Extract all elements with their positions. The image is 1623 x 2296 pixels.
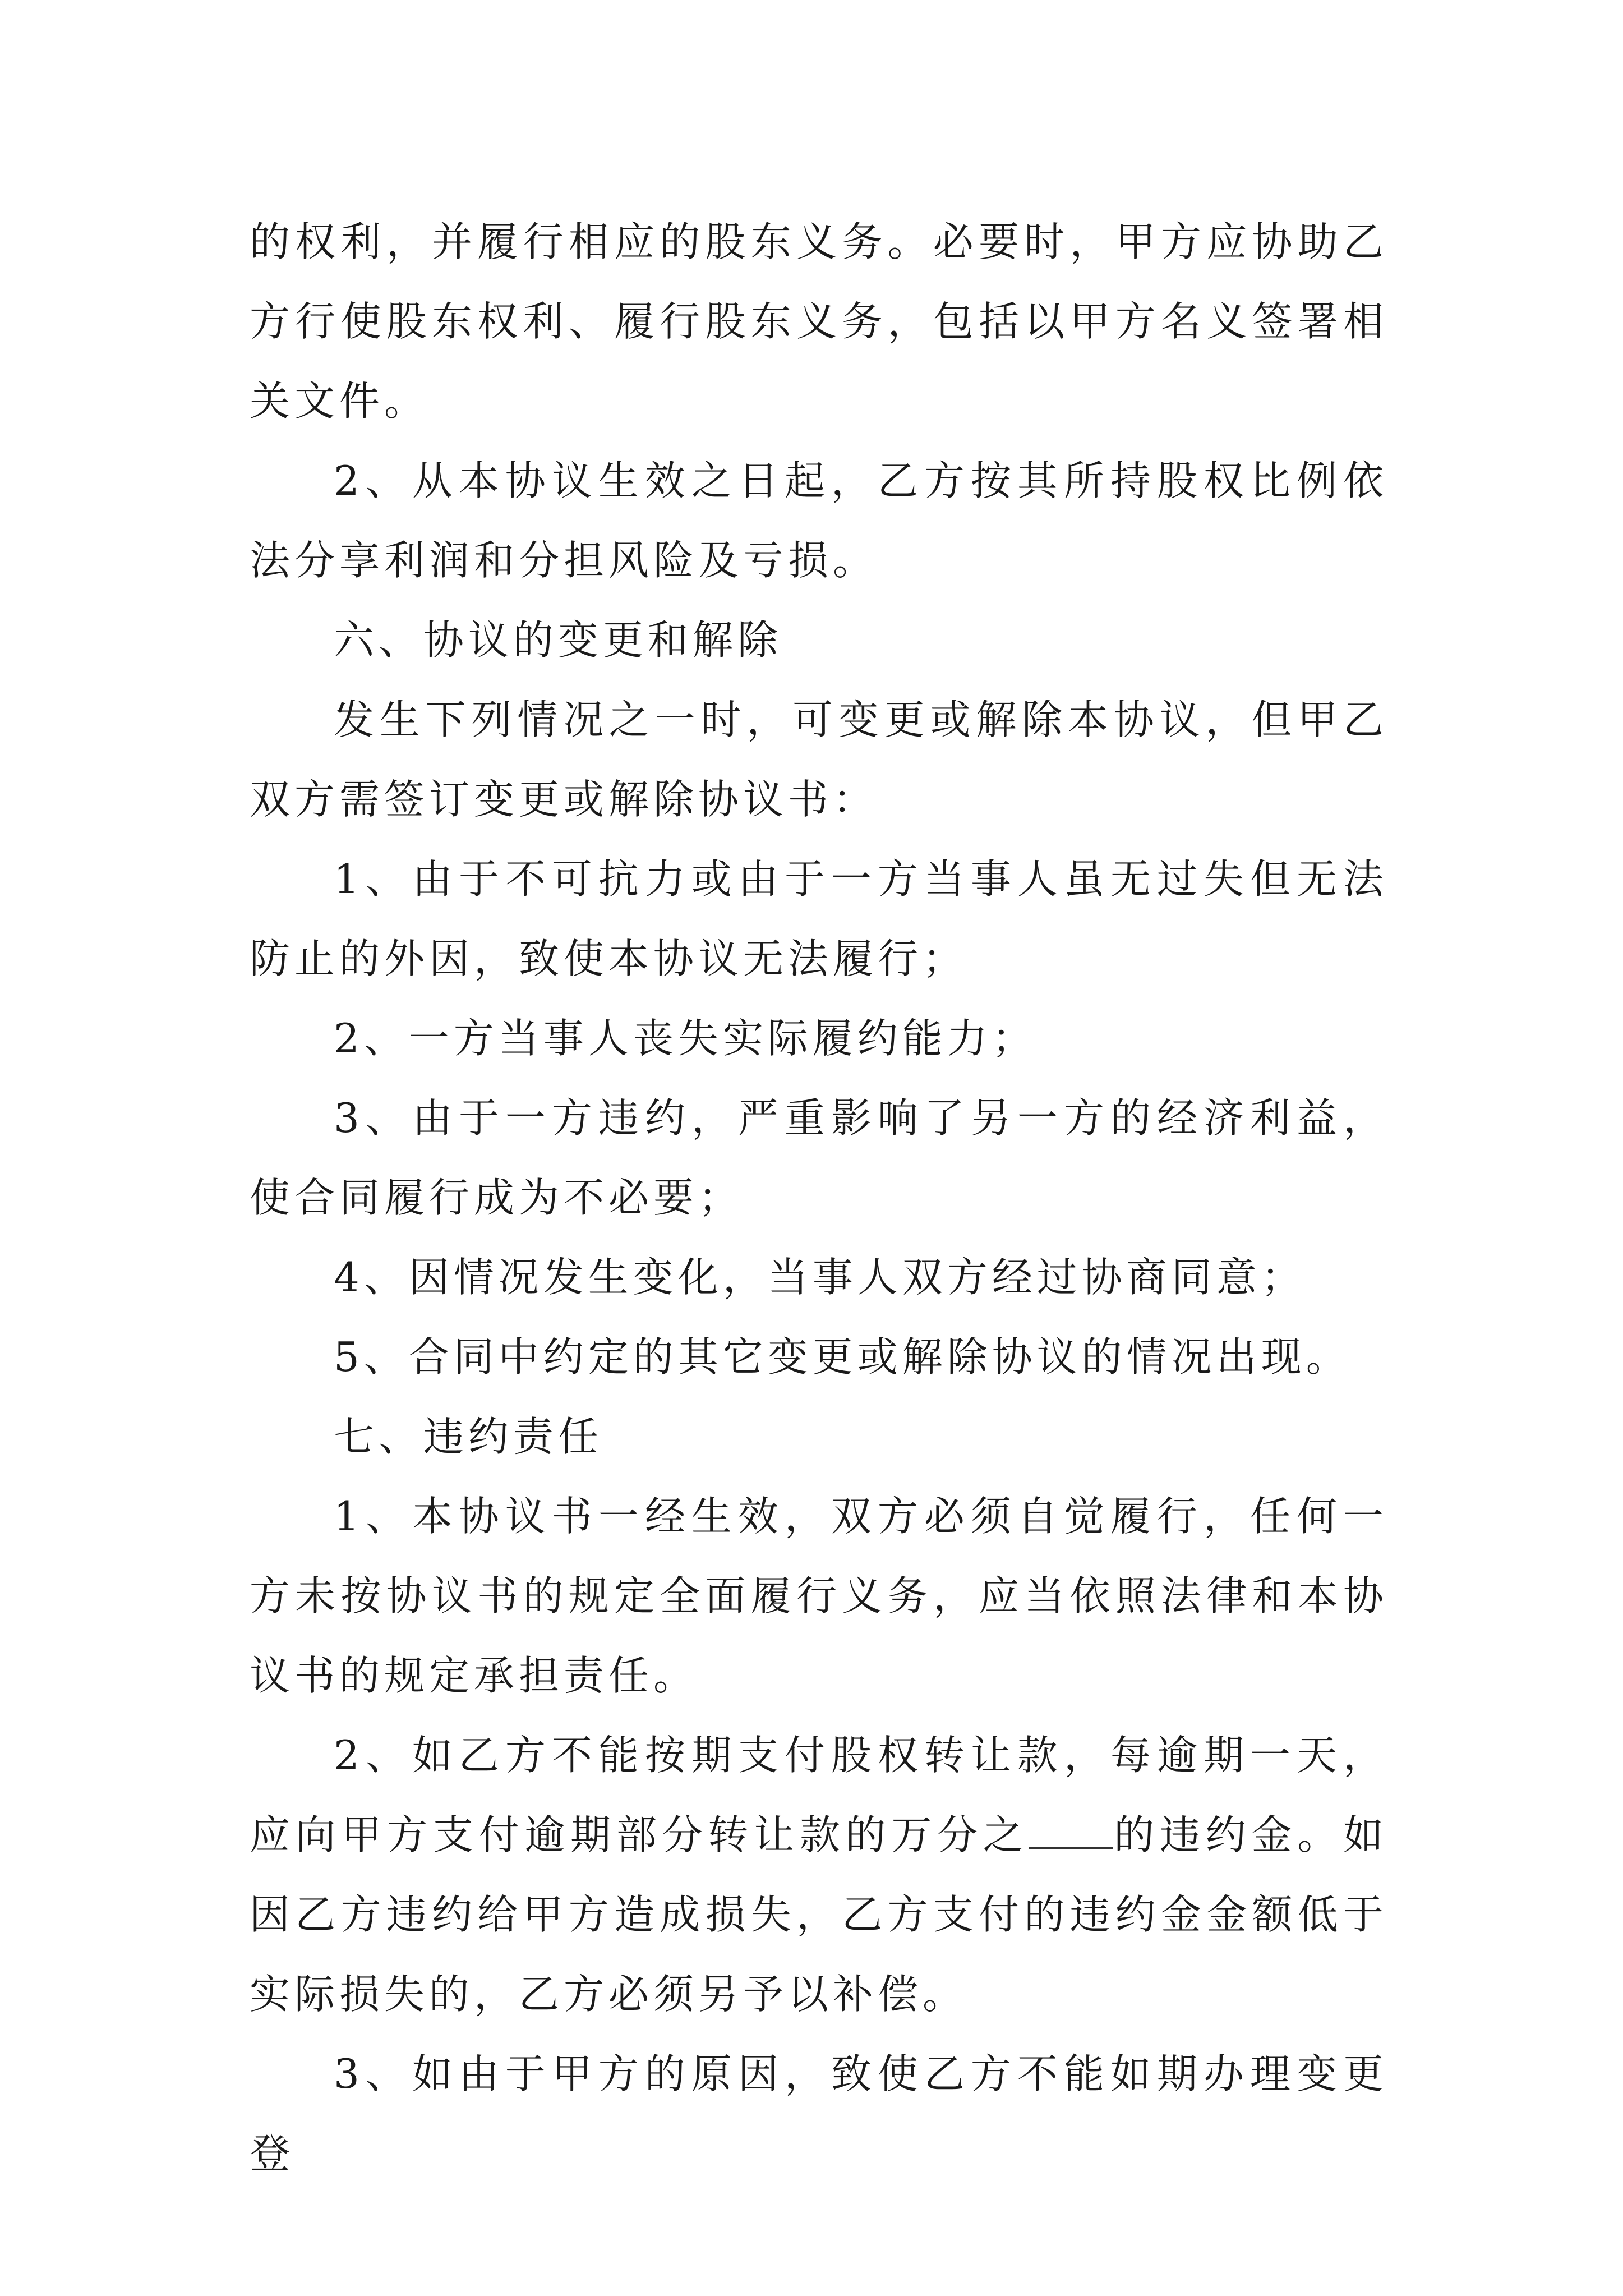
list-item-other-conditions: 5、合同中约定的其它变更或解除协议的情况出现。 <box>334 1333 1351 1381</box>
list-item-breach: 3、由于一方违约，严重影响了另一方的经济利益，使合同履行成为不必要； <box>250 1094 1388 1221</box>
paragraph-registration-delay: 3、如由于甲方的原因，致使乙方不能如期办理变更登 <box>250 2050 1388 2177</box>
section-heading-change-termination: 六、协议的变更和解除 <box>334 616 783 664</box>
list-item-mutual-agreement: 4、因情况发生变化，当事人双方经过协商同意； <box>334 1254 1306 1301</box>
paragraph-profit-sharing: 2、从本协议生效之日起，乙方按其所持股权比例依法分享利润和分担风险及亏损。 <box>250 457 1388 584</box>
paragraph-shareholder-rights: 的权利，并履行相应的股东义务。必要时，甲方应协助乙方行使股东权利、履行股东义务，包括以甲方名义签署相关文件。 <box>250 218 1388 425</box>
penalty-text-before: 2、如乙方不能按期支付股权转让款，每逾期一天，应向甲方支付逾期部分转让款的万分之 <box>250 1732 1388 1858</box>
paragraph-liability-general: 1、本协议书一经生效，双方必须自觉履行，任何一方未按协议书的规定全面履行义务，应当依照法律和本协议书的规定承担责任。 <box>250 1493 1388 1699</box>
list-item-incapacity: 2、一方当事人丧失实际履约能力； <box>334 1015 1037 1062</box>
list-item-force-majeure: 1、由于不可抗力或由于一方当事人虽无过失但无法防止的外因，致使本协议无法履行； <box>250 855 1388 982</box>
document-body <box>250 202 1388 2193</box>
paragraph-change-conditions: 发生下列情况之一时，可变更或解除本协议，但甲乙双方需签订变更或解除协议书： <box>250 696 1388 823</box>
section-heading-liability: 七、违约责任 <box>334 1413 603 1460</box>
penalty-rate-blank <box>1029 1806 1113 1849</box>
penalty-text-after: 的违约金。如因乙方违约给甲方造成损失，乙方支付的违约金金额低于实际损失的，乙方必须另予以补偿。 <box>250 1811 1388 2018</box>
paragraph-late-payment-penalty <box>250 1715 1388 2034</box>
